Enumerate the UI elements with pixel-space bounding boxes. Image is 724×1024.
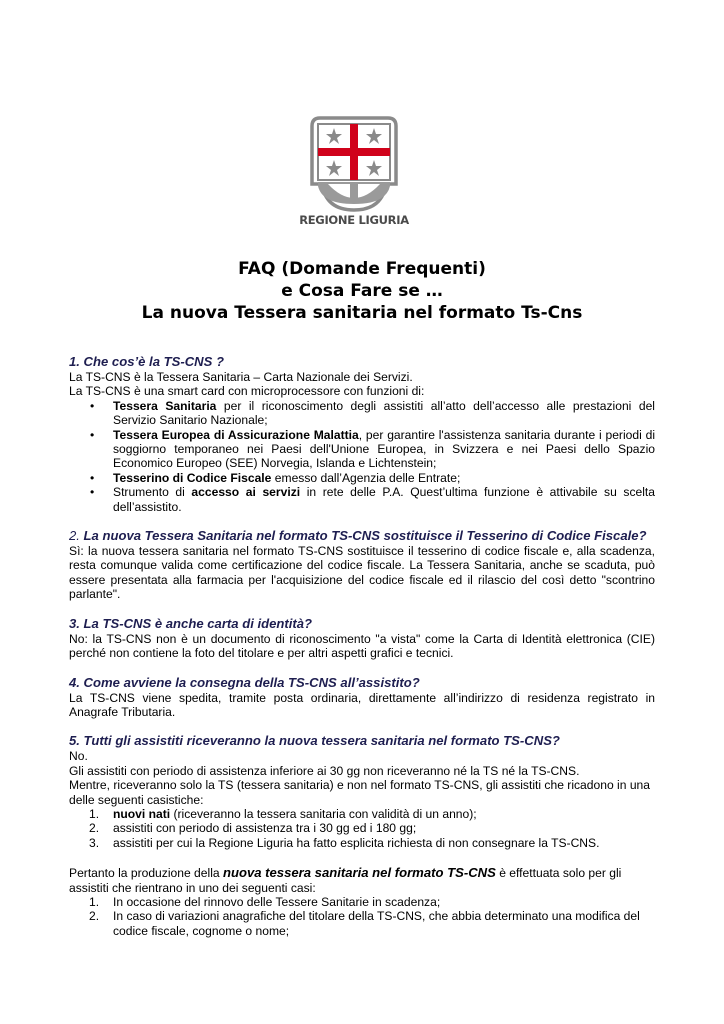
faq-section-5 [69,733,655,938]
faq-section-2 [69,528,655,602]
faq-question-3: 3. La TS-CNS è anche carta di identità? [69,615,313,631]
faq-answer-5-p2: Gli assistiti con periodo di assistenza inferiore ai 30 gg non riceveranno né la TS né la TS-CNS. [69,763,580,778]
faq-section-1 [69,354,655,514]
title-line-1: FAQ (Domande Frequenti) [238,259,486,279]
function-list [69,399,655,514]
list-item: 3. assistiti per cui la Regione Liguria ha fatto esplicita richiesta di non consegnare la TS-CNS. [89,835,600,850]
faq-section-3 [69,616,655,661]
faq-question-1: 1. Che cos’è la TS-CNS ? [69,354,224,369]
faq-answer-5-p1: No. [69,749,88,764]
faq-answer-5-p4: Pertanto la produzione della nuova tessera sanitaria nel formato TS-CNS è effettuata solo per gli assistiti che rientrano in uno dei seguenti casi: [69,865,622,895]
faq-answer-3: No: la TS-CNS non è un documento di riconoscimento "a vista" come la Carta di Identità elettronica (CIE) perché non contiene la foto del titolare e per altri aspetti grafici e tecnici. [69,631,655,661]
faq-answer-4: La TS-CNS viene spedita, tramite posta ordinaria, direttamente all’indirizzo di residenza registrato in Anagrafe Tributaria. [69,690,655,719]
faq-answer-2: Sì: la nuova tessera sanitaria nel formato TS-CNS sostituisce il tesserino di codice fiscale e, alla scadenza, resta comunque valida come certificazione del codice fiscale. La Tessera Sanitaria, anche se scaduta, può essere presentata alla farmacia per l'acquisizione del codice fiscale ed il rilascio del così detto "scontrino parlante". [69,544,655,602]
list-item: 1. In occasione del rinnovo delle Tessere Sanitarie in scadenza; [89,894,441,909]
faq-section-4 [69,675,655,720]
faq-answer-1-p2: La TS-CNS è una smart card con microprocessore con funzioni di: [69,384,425,399]
faq-content [69,354,655,938]
logo-caption: REGIONE LIGURIA [299,213,409,227]
faq-question-2: 2. La nuova Tessera Sanitaria nel formato TS-CNS sostituisce il Tesserino di Codice Fiscale? [69,528,647,544]
list-item: 2. In caso di variazioni anagrafiche del titolare della TS-CNS, che abbia determinato una modifica del codice fiscale, cognome o nome; [89,909,640,938]
title-line-2: e Cosa Fare se … [281,281,443,301]
faq-answer-1-p1: La TS-CNS è la Tessera Sanitaria – Carta Nazionale dei Servizi. [69,370,413,384]
list-item: 1. nuovi nati (riceveranno la tessera sanitaria con validità di un anno); [89,806,477,821]
faq-answer-5-p3: Mentre, riceveranno solo la TS (tessera sanitaria) e non nel formato TS-CNS, gli assistiti che ricadono in una delle seguenti casistiche: [69,778,650,807]
faq-question-5: 5. Tutti gli assistiti riceveranno la nuova tessera sanitaria nel formato TS-CNS? [69,733,560,749]
title-line-3: La nuova Tessera sanitaria nel formato Ts-Cns [141,303,583,323]
faq-question-4: 4. Come avviene la consegna della TS-CNS all’assistito? [69,674,420,690]
list-item: • Tessera Sanitaria per il riconoscimento degli assistiti all’atto dell’accesso alle prestazioni del Servizio Sanitario Nazionale; [69,399,655,428]
list-item: • Tessera Europea di Assicurazione Malattia, per garantire l'assistenza sanitaria durante i periodi di soggiorno temporaneo nei Paesi dell'Unione Europea, in Svizzera e nei Paesi dello Spazio Economico Europeo (SEE) Norvegia, Islanda e Lichtenstein; [69,428,655,471]
list-item: 2. assistiti con periodo di assistenza tra i 30 gg ed i 180 gg; [89,821,417,836]
page-title [60,258,664,324]
production-cases-list [69,895,655,938]
list-item: • Tesserino di Codice Fiscale emesso dall’Agenzia delle Entrate; [69,471,655,485]
exclusion-list [69,807,655,850]
list-item: • Strumento di accesso ai servizi in rete delle P.A. Quest’ultima funzione è attivabile su scelta dell’assistito. [69,485,655,514]
